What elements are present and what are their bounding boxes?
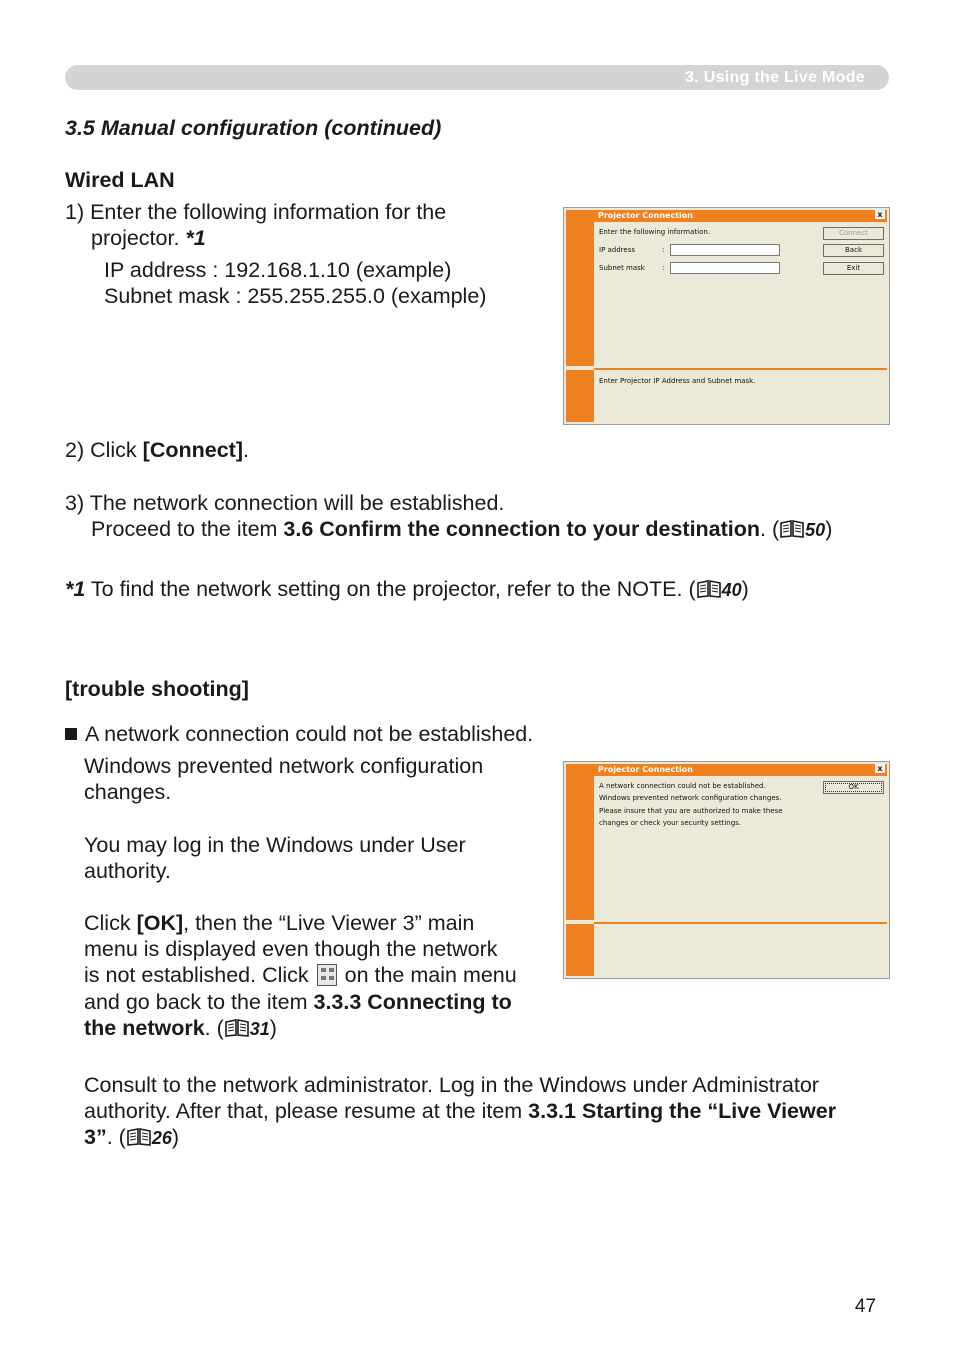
subnet-example: Subnet mask : 255.255.255.0 (example) (104, 284, 487, 308)
ip-example: IP address : 192.168.1.10 (example) (104, 258, 452, 282)
error-message-line1: A network connection could not be established. (599, 782, 766, 790)
dialog-separator (594, 368, 887, 370)
dialog-side-panel-lower (566, 924, 594, 976)
ok-button[interactable]: OK (823, 781, 884, 794)
page-ref-31[interactable]: 31 (249, 1019, 270, 1039)
network-settings-icon (317, 964, 337, 986)
back-button[interactable]: Back (823, 244, 884, 257)
page-number: 47 (854, 1296, 876, 1317)
section-header-title: 3. Using the Live Mode (685, 69, 865, 86)
page-ref-40[interactable]: 40 (721, 580, 742, 600)
p1-line1: Windows prevented network configuration (84, 754, 484, 778)
p4-line3: 3”. ( 26) (84, 1125, 180, 1149)
book-icon (225, 1017, 249, 1035)
page-ref-26[interactable]: 26 (151, 1128, 172, 1148)
subnet-mask-label: Subnet mask (599, 264, 645, 272)
section-header-bar (65, 65, 889, 90)
note-ref-1: *1 (185, 226, 206, 250)
error-message-line4: changes or check your security settings. (599, 819, 742, 827)
book-icon (780, 518, 804, 536)
close-icon[interactable]: x (875, 764, 885, 773)
connection-error-dialog (563, 761, 890, 979)
page-ref-50[interactable]: 50 (805, 520, 826, 540)
step2: 2) Click [Connect]. (65, 438, 249, 462)
p3-line5: the network. ( 31) (84, 1016, 277, 1040)
step1-line2: projector. *1 (91, 226, 206, 250)
error-message-line2: Windows prevented network configuration changes. (599, 794, 782, 802)
trouble-shooting-heading: [trouble shooting] (65, 677, 249, 701)
square-bullet-icon (65, 728, 77, 740)
dialog-separator (594, 922, 887, 924)
trouble-bullet: A network connection could not be established. (65, 721, 533, 747)
exit-button[interactable]: Exit (823, 262, 884, 275)
step1-line1: 1) Enter the following information for the (65, 200, 447, 224)
ip-colon: : (662, 246, 665, 254)
projector-connection-dialog (563, 207, 890, 425)
p2-line2: authority. (84, 859, 171, 883)
step3-line2: Proceed to the item 3.6 Confirm the connection to your destination. ( 50) (91, 517, 833, 541)
p3-line3: is not established. Click on the main menu (84, 963, 517, 987)
p3-line4: and go back to the item 3.3.3 Connecting to (84, 990, 512, 1014)
book-icon (697, 578, 721, 596)
dialog-instruction: Enter the following information. (599, 228, 711, 236)
error-message-line3: Please insure that you are authorized to make these (599, 807, 783, 815)
subnet-mask-input[interactable] (670, 262, 780, 274)
wired-lan-heading: Wired LAN (65, 168, 175, 192)
p3-line2: menu is displayed even though the network (84, 937, 498, 961)
footnote-1: *1 To find the network setting on the projector, refer to the NOTE. ( 40) (65, 577, 749, 601)
dialog-title: Projector Connection (594, 210, 887, 222)
section-heading: 3.5 Manual configuration (continued) (65, 116, 442, 140)
dialog-side-panel-lower (566, 370, 594, 422)
ip-address-label: IP address (599, 246, 636, 254)
dialog-side-panel (566, 210, 594, 366)
book-icon (127, 1126, 151, 1144)
step3-line1: 3) The network connection will be established. (65, 491, 505, 515)
p1-line2: changes. (84, 780, 172, 804)
subnet-colon: : (662, 264, 665, 272)
dialog-status-text: Enter Projector IP Address and Subnet mask. (599, 377, 756, 385)
p4-line2: authority. After that, please resume at the item 3.3.1 Starting the “Live Viewer (84, 1099, 837, 1123)
dialog-side-panel (566, 764, 594, 920)
dialog-title: Projector Connection (594, 764, 887, 776)
connect-button[interactable]: Connect (823, 227, 884, 240)
p2-line1: You may log in the Windows under User (84, 833, 466, 857)
ip-address-input[interactable] (670, 244, 780, 256)
close-icon[interactable]: x (875, 210, 885, 219)
p4-line1: Consult to the network administrator. Log in the Windows under Administrator (84, 1073, 819, 1097)
p3-line1: Click [OK], then the “Live Viewer 3” main (84, 911, 475, 935)
